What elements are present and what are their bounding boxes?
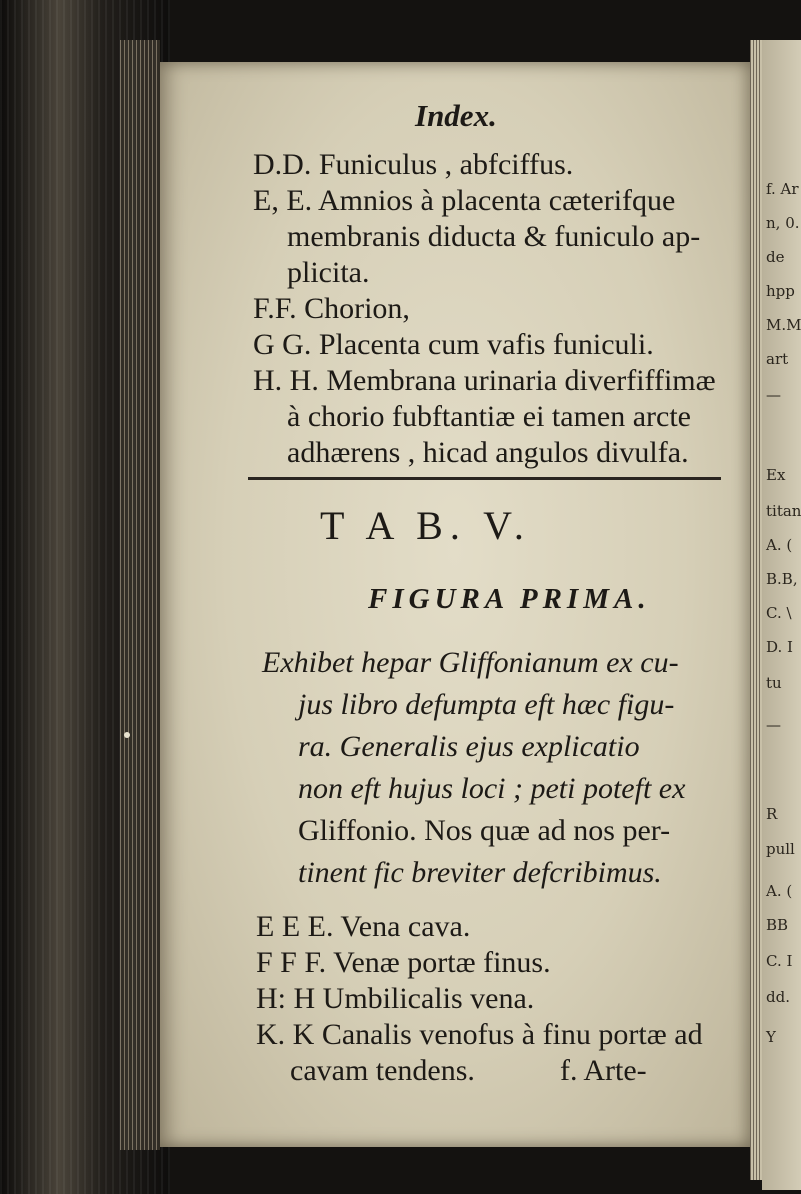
legend-entry: K. K Canalis venofus à finu portæ ad (256, 1018, 703, 1051)
paragraph-line: jus libro defumpta eft hæc figu- (298, 688, 675, 721)
paper-speck (124, 732, 130, 738)
page-stack-left (120, 40, 160, 1150)
facing-page-fragment: — (766, 386, 781, 404)
legend-entry: E E E. Vena cava. (256, 910, 471, 943)
facing-page-fragment: art (766, 350, 789, 368)
legend-entry: adhærens , hicad angulos divulfa. (287, 436, 689, 469)
legend-entry: G G. Placenta cum vafis funiculi. (253, 328, 654, 361)
facing-page-fragment: M.M (766, 316, 801, 334)
facing-page-fragment: B.B, (766, 570, 798, 588)
facing-page-fragment: C. I (766, 952, 793, 970)
facing-page-fragment: pull (766, 840, 795, 858)
paragraph-line: tinent fic breviter defcribimus. (298, 856, 662, 889)
facing-page-fragment: f. Ar (766, 180, 799, 198)
legend-entry: H: H Umbilicalis vena. (256, 982, 535, 1015)
paragraph-line: Exhibet hepar Gliffonianum ex cu- (262, 646, 679, 679)
paragraph-line: ra. Generalis ejus explicatio (298, 730, 640, 763)
facing-page-fragment: C. \ (766, 604, 792, 622)
figure-title: FIGURA PRIMA. (368, 583, 651, 615)
table-title: T A B. V. (320, 503, 531, 548)
legend-entry: E, E. Amnios à placenta cæterifque (253, 184, 676, 217)
facing-page-fragment: D. I (766, 638, 793, 656)
facing-page-fragment: BB (766, 916, 789, 934)
facing-page-fragment: tu (766, 674, 782, 692)
facing-page-fragment: Ex (766, 466, 786, 484)
facing-page-fragment: A. ( (766, 536, 793, 554)
legend-entry: à chorio fubftantiæ ei tamen arcte (287, 400, 691, 433)
legend-entry: plicita. (287, 256, 370, 289)
facing-page-fragment: hpp (766, 282, 795, 300)
paragraph-line: Gliffonio. Nos quæ ad nos per- (298, 814, 671, 847)
facing-page-fragment: titan (766, 502, 801, 520)
facing-page-fragment: — (766, 716, 781, 734)
legend-entry: F.F. Chorion, (253, 292, 410, 325)
legend-entry: membranis diducta & funiculo ap- (287, 220, 701, 253)
legend-entry: H. H. Membrana urinaria diverfiffimæ (253, 364, 716, 397)
page-stack-right (750, 40, 762, 1180)
facing-page-fragment: n, 0. (766, 214, 800, 232)
running-header: Index. (415, 98, 497, 133)
legend-entry: cavam tendens. (290, 1054, 475, 1087)
legend-entry: F F F. Venæ portæ finus. (256, 946, 551, 979)
paragraph-line: non eft hujus loci ; peti poteft ex (298, 772, 686, 805)
facing-page-fragment: R (766, 805, 778, 823)
facing-page-fragment: de (766, 248, 785, 266)
facing-page-fragment: dd. (766, 988, 790, 1006)
catchword: f. Arte- (560, 1054, 647, 1087)
legend-entry: D.D. Funiculus , abfciffus. (253, 148, 574, 181)
facing-page-edge (762, 40, 801, 1190)
divider-rule (248, 477, 721, 480)
facing-page-fragment: Y (766, 1028, 776, 1046)
facing-page-fragment: A. ( (766, 882, 793, 900)
